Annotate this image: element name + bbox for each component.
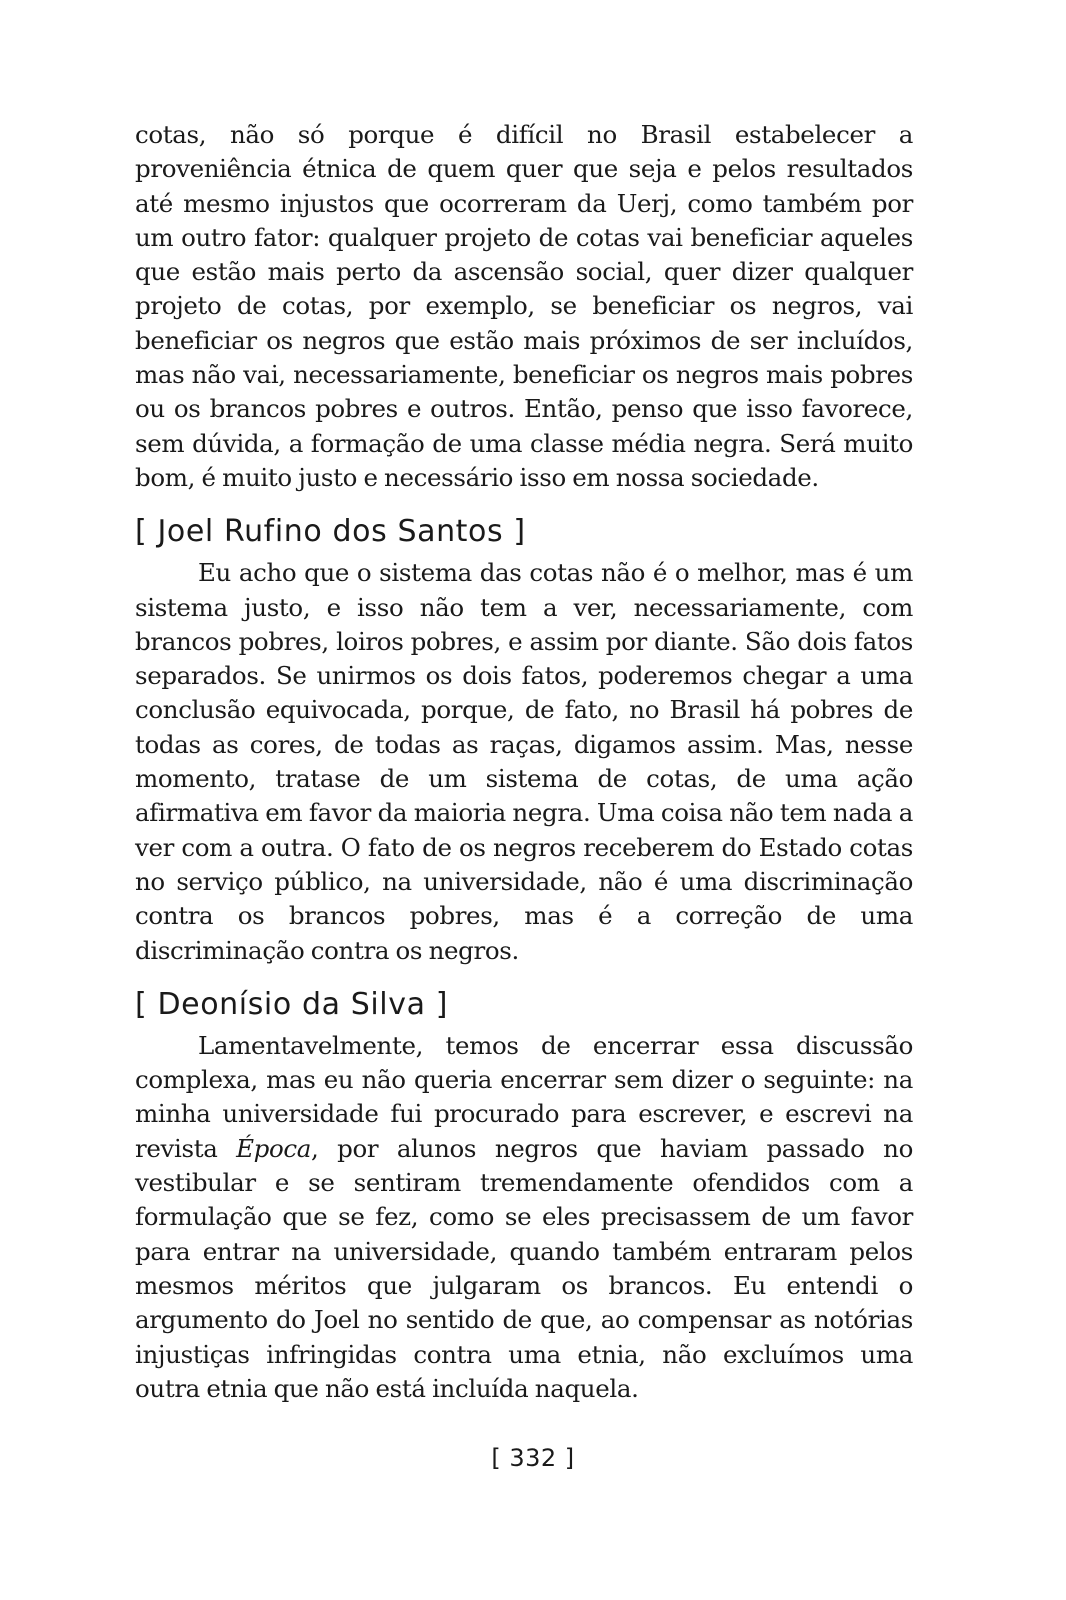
speaker-heading: [ Joel Rufino dos Santos ]	[135, 514, 526, 550]
speaker-heading: [ Deonísio da Silva ]	[135, 986, 449, 1022]
body-paragraph	[135, 1029, 913, 1406]
paragraph-text: , por alunos negros que haviam passado no vestibular e se sentiram tremendamente ofendidos com a formulação que se fez, como se eles precisassem de um favor para entrar na universidade, quando também entraram pelos mesmos méritos que julgaram os brancos. Eu entendi o argumento do Joel no sentido de que, ao compensar as notórias injustiças infringidas contra uma etnia, não excluímos uma outra etnia que não está incluída naquela.	[135, 1133, 913, 1403]
magazine-title: Época	[236, 1133, 312, 1163]
page-body	[135, 118, 913, 1406]
body-paragraph: Eu acho que o sistema das cotas não é o melhor, mas é um sistema justo, e isso não tem a ver, necessariamente, com brancos pobres, loiros pobres, e assim por diante. São dois fatos separados. Se unirmos os dois fatos, poderemos chegar a uma conclusão equivocada, porque, de fato, no Brasil há pobres de todas as cores, de todas as raças, digamos assim. Mas, nesse momento, tratase de um sistema de cotas, de uma ação afirmativa em favor da maioria negra. Uma coisa não tem nada a ver com a outra. O fato de os negros receberem do Estado cotas no serviço público, na universidade, não é uma discriminação contra os brancos pobres, mas é a correção de uma discriminação contra os negros.	[135, 558, 913, 965]
page-number: [ 332 ]	[491, 1444, 575, 1472]
paragraph-text: Lamentavelmente, temos de encerrar essa discussão complexa, mas eu não queria encerrar sem dizer o seguinte: na minha universidade fui procurado para escrever, e escrevi na revista	[135, 1030, 913, 1163]
body-paragraph: cotas, não só porque é difícil no Brasil estabelecer a proveniência étnica de quem quer que seja e pelos resultados até mesmo injustos que ocorreram da Uerj, como também por um outro fator: qualquer projeto de cotas vai beneficiar aqueles que estão mais perto da ascensão social, quer dizer qualquer projeto de cotas, por exemplo, se beneficiar os negros, vai beneficiar os negros que estão mais próximos de ser incluídos, mas não vai, necessariamente, beneficiar os negros mais pobres ou os brancos pobres e outros. Então, penso que isso favorece, sem dúvida, a formação de uma classe média negra. Será muito bom, é muito justo e necessário isso em nossa sociedade.	[135, 120, 913, 492]
